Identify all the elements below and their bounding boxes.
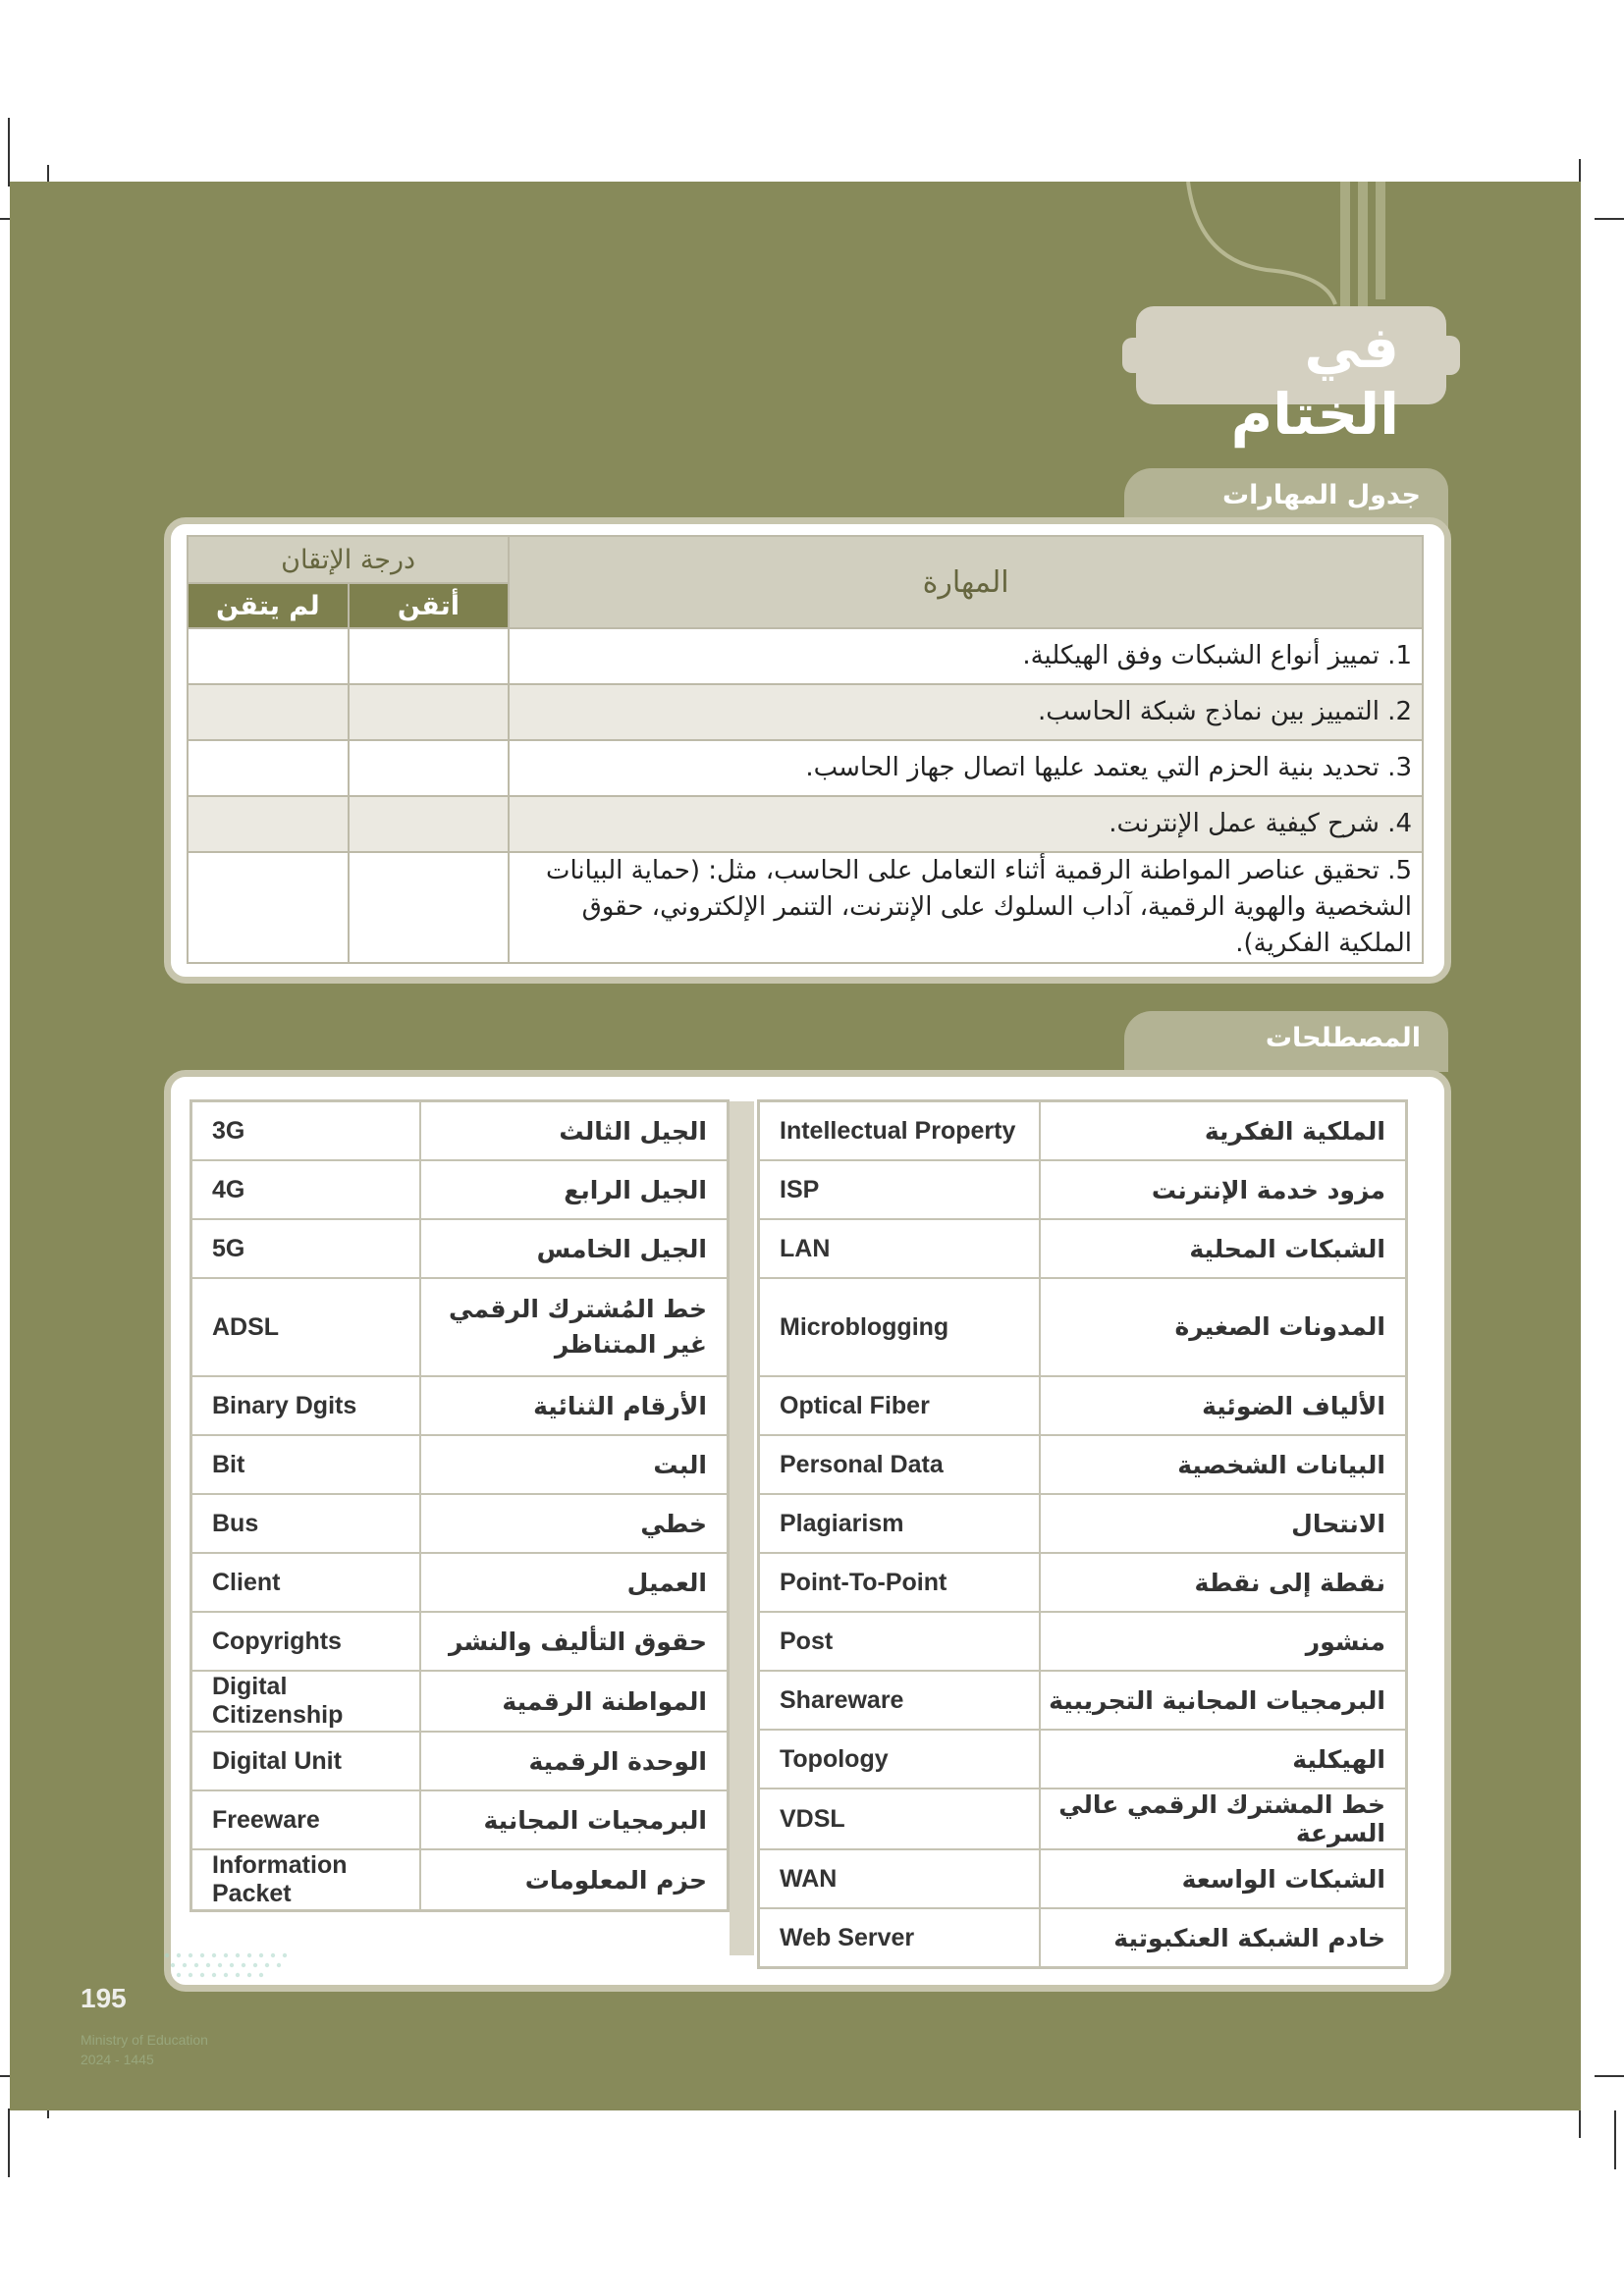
term-arabic: الملكية الفكرية — [1040, 1101, 1407, 1161]
term-arabic: الهيكلية — [1040, 1730, 1407, 1789]
term-english: 5G — [191, 1219, 421, 1278]
mastered-header: أتقن — [349, 583, 510, 628]
term-english: ADSL — [191, 1278, 421, 1376]
term-arabic: خط المُشترك الرقمي غير المتناظر — [420, 1278, 729, 1376]
term-arabic: منشور — [1040, 1612, 1407, 1671]
term-row — [759, 1908, 1407, 1968]
terms-tab-label: المصطلحات — [1265, 1023, 1421, 1053]
term-arabic: خط المشترك الرقمي عالي السرعة — [1040, 1789, 1407, 1849]
term-row — [759, 1278, 1407, 1376]
term-english: Information Packet — [191, 1849, 421, 1911]
term-arabic: المدونات الصغيرة — [1040, 1278, 1407, 1376]
not-mastered-header: لم يتقن — [188, 583, 349, 628]
term-english: Intellectual Property — [759, 1101, 1041, 1161]
skill-text: 5. تحقيق عناصر المواطنة الرقمية أثناء التعامل على الحاسب، مثل: (حماية البيانات الشخصية والهوية الرقمية، آداب السلوك على الإنترنت، التنمر الإلكتروني، حقوق الملكية الفكرية). — [509, 852, 1423, 963]
skill-row — [188, 740, 1423, 796]
not-mastered-checkbox[interactable] — [188, 796, 349, 852]
skills-table — [187, 535, 1424, 964]
skill-text: 4. شرح كيفية عمل الإنترنت. — [509, 796, 1423, 852]
sign-hanger — [1376, 182, 1385, 299]
not-mastered-checkbox[interactable] — [188, 628, 349, 684]
term-arabic: الجيل الخامس — [420, 1219, 729, 1278]
term-english: Client — [191, 1553, 421, 1612]
crop-mark — [1595, 2075, 1624, 2077]
watermark-line: 2024 - 1445 — [81, 2052, 154, 2067]
term-english: Binary Dgits — [191, 1376, 421, 1435]
skills-tab-label: جدول المهارات — [1221, 480, 1421, 510]
term-english: Digital Unit — [191, 1732, 421, 1790]
term-english: Freeware — [191, 1790, 421, 1849]
term-arabic: الجيل الثالث — [420, 1101, 729, 1161]
term-row — [759, 1435, 1407, 1494]
term-arabic: البت — [420, 1435, 729, 1494]
page-title: في الختام — [1230, 314, 1399, 448]
term-english: Web Server — [759, 1908, 1041, 1968]
term-row — [759, 1789, 1407, 1849]
term-english: 3G — [191, 1101, 421, 1161]
crop-mark — [1595, 218, 1624, 220]
term-row — [191, 1732, 729, 1790]
term-row — [191, 1790, 729, 1849]
term-row — [191, 1376, 729, 1435]
term-english: Microblogging — [759, 1278, 1041, 1376]
term-row — [759, 1160, 1407, 1219]
term-english: Point-To-Point — [759, 1553, 1041, 1612]
terms-tab — [1124, 1011, 1448, 1072]
term-arabic: نقطة إلى نقطة — [1040, 1553, 1407, 1612]
term-arabic: مزود خدمة الإنترنت — [1040, 1160, 1407, 1219]
mastered-checkbox[interactable] — [349, 684, 510, 740]
term-arabic: المواطنة الرقمية — [420, 1671, 729, 1732]
mastered-checkbox[interactable] — [349, 852, 510, 963]
term-row — [191, 1435, 729, 1494]
cable-decoration — [1178, 182, 1355, 319]
term-english: Shareware — [759, 1671, 1041, 1730]
skill-row — [188, 628, 1423, 684]
term-arabic: الوحدة الرقمية — [420, 1732, 729, 1790]
not-mastered-checkbox[interactable] — [188, 684, 349, 740]
term-row — [191, 1101, 729, 1161]
term-arabic: الشبكات الواسعة — [1040, 1849, 1407, 1908]
terms-table-left — [189, 1099, 730, 1912]
term-row — [759, 1671, 1407, 1730]
term-arabic: العميل — [420, 1553, 729, 1612]
skill-row — [188, 684, 1423, 740]
term-english: WAN — [759, 1849, 1041, 1908]
chapter-banner — [1136, 306, 1446, 448]
term-row — [759, 1553, 1407, 1612]
term-english: Copyrights — [191, 1612, 421, 1671]
term-arabic: الجيل الرابع — [420, 1160, 729, 1219]
term-english: Bus — [191, 1494, 421, 1553]
mastered-checkbox[interactable] — [349, 740, 510, 796]
mastered-checkbox[interactable] — [349, 628, 510, 684]
skill-column-header: المهارة — [509, 536, 1423, 628]
crop-mark — [8, 118, 10, 187]
term-english: Optical Fiber — [759, 1376, 1041, 1435]
term-english: Bit — [191, 1435, 421, 1494]
term-row — [191, 1219, 729, 1278]
skill-text: 2. التمييز بين نماذج شبكة الحاسب. — [509, 684, 1423, 740]
watermark-line: Ministry of Education — [81, 2032, 208, 2048]
term-english: Plagiarism — [759, 1494, 1041, 1553]
term-row — [759, 1494, 1407, 1553]
term-row — [759, 1849, 1407, 1908]
term-row — [191, 1849, 729, 1911]
term-english: Topology — [759, 1730, 1041, 1789]
crop-mark — [1614, 2110, 1616, 2169]
term-arabic: حقوق التأليف والنشر — [420, 1612, 729, 1671]
terms-table-right — [757, 1099, 1408, 1969]
not-mastered-checkbox[interactable] — [188, 852, 349, 963]
term-row — [191, 1612, 729, 1671]
mastery-degree-header: درجة الإتقان — [188, 536, 509, 583]
mastered-checkbox[interactable] — [349, 796, 510, 852]
term-row — [191, 1494, 729, 1553]
term-arabic: خطي — [420, 1494, 729, 1553]
term-row — [191, 1671, 729, 1732]
term-arabic: البرمجيات المجانية — [420, 1790, 729, 1849]
term-arabic: الألياف الضوئية — [1040, 1376, 1407, 1435]
term-english: Personal Data — [759, 1435, 1041, 1494]
term-arabic: الانتحال — [1040, 1494, 1407, 1553]
term-row — [759, 1730, 1407, 1789]
skill-text: 1. تمييز أنواع الشبكات وفق الهيكلية. — [509, 628, 1423, 684]
skill-text: 3. تحديد بنية الحزم التي يعتمد عليها اتصال جهاز الحاسب. — [509, 740, 1423, 796]
term-row — [759, 1612, 1407, 1671]
term-english: 4G — [191, 1160, 421, 1219]
term-arabic: خادم الشبكة العنكبوتية — [1040, 1908, 1407, 1968]
crop-mark — [8, 2109, 10, 2177]
tables-separator — [730, 1101, 754, 1955]
sign-hanger — [1358, 182, 1368, 309]
watermark — [81, 2030, 208, 2069]
skill-row — [188, 852, 1423, 963]
term-english: ISP — [759, 1160, 1041, 1219]
ministry-logo-icon — [157, 1948, 295, 1983]
page-number: 195 — [81, 1983, 127, 2013]
term-arabic: الشبكات المحلية — [1040, 1219, 1407, 1278]
term-row — [759, 1219, 1407, 1278]
term-row — [191, 1278, 729, 1376]
term-arabic: البرمجيات المجانية التجريبية — [1040, 1671, 1407, 1730]
term-row — [191, 1553, 729, 1612]
skill-row — [188, 796, 1423, 852]
term-row — [759, 1101, 1407, 1161]
term-arabic: الأرقام الثنائية — [420, 1376, 729, 1435]
term-english: Post — [759, 1612, 1041, 1671]
term-english: LAN — [759, 1219, 1041, 1278]
term-english: Digital Citizenship — [191, 1671, 421, 1732]
term-english: VDSL — [759, 1789, 1041, 1849]
term-arabic: حزم المعلومات — [420, 1849, 729, 1911]
term-row — [191, 1160, 729, 1219]
term-row — [759, 1376, 1407, 1435]
not-mastered-checkbox[interactable] — [188, 740, 349, 796]
term-arabic: البيانات الشخصية — [1040, 1435, 1407, 1494]
